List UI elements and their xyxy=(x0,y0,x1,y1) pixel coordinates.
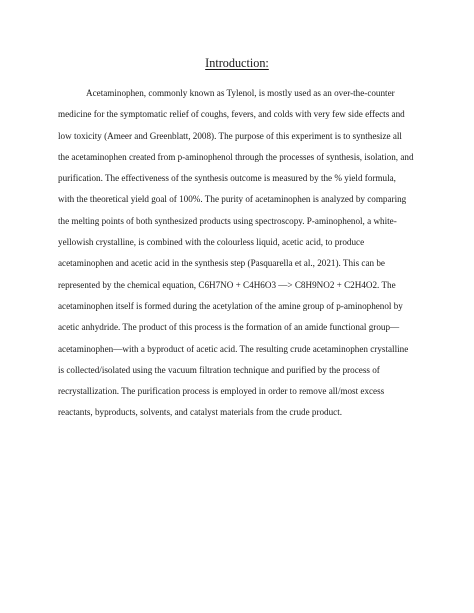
paragraph-line: acetic anhydride. The product of this process is the formation of an amide functional group— xyxy=(58,322,400,333)
paragraph-line: represented by the chemical equation, C6H7NO + C4H6O3 —> C8H9NO2 + C2H4O2. The xyxy=(58,279,396,290)
paragraph-line: medicine for the symptomatic relief of coughs, fevers, and colds with very few side effects and xyxy=(58,109,405,120)
paragraph-line: purification. The effectiveness of the synthesis outcome is measured by the % yield formula, xyxy=(58,173,396,184)
paragraph-line: recrystallization. The purification process is employed in order to remove all/most excess xyxy=(58,386,385,397)
paragraph-line: the acetaminophen created from p-aminophenol through the processes of synthesis, isolation, and xyxy=(58,151,414,162)
introduction-paragraph xyxy=(58,83,438,424)
paragraph-line: yellowish crystalline, is combined with the colourless liquid, acetic acid, to produce xyxy=(58,237,365,248)
paragraph-line: with the theoretical yield goal of 100%. The purity of acetaminophen is analyzed by comparing xyxy=(58,194,407,205)
paragraph-line: acetaminophen itself is formed during the acetylation of the amine group of p-aminophenol by xyxy=(58,300,403,311)
paragraph-line: low toxicity (Ameer and Greenblatt, 2008). The purpose of this experiment is to synthesize all xyxy=(58,130,402,141)
paragraph-line: Acetaminophen, commonly known as Tylenol, is mostly used as an over-the-counter xyxy=(86,88,395,98)
paragraph-line: the melting points of both synthesized products using spectroscopy. P-aminophenol, a white- xyxy=(58,215,397,226)
paragraph-line: acetaminophen and acetic acid in the synthesis step (Pasquarella et al., 2021). This can be xyxy=(58,258,385,269)
section-title: Introduction: xyxy=(205,56,269,70)
paragraph-line: acetaminophen—with a byproduct of acetic acid. The resulting crude acetaminophen crystalline xyxy=(58,343,409,354)
paragraph-line: reactants, byproducts, solvents, and catalyst materials from the crude product. xyxy=(58,407,343,418)
paragraph-line: is collected/isolated using the vacuum filtration technique and purified by the process of xyxy=(58,364,380,375)
